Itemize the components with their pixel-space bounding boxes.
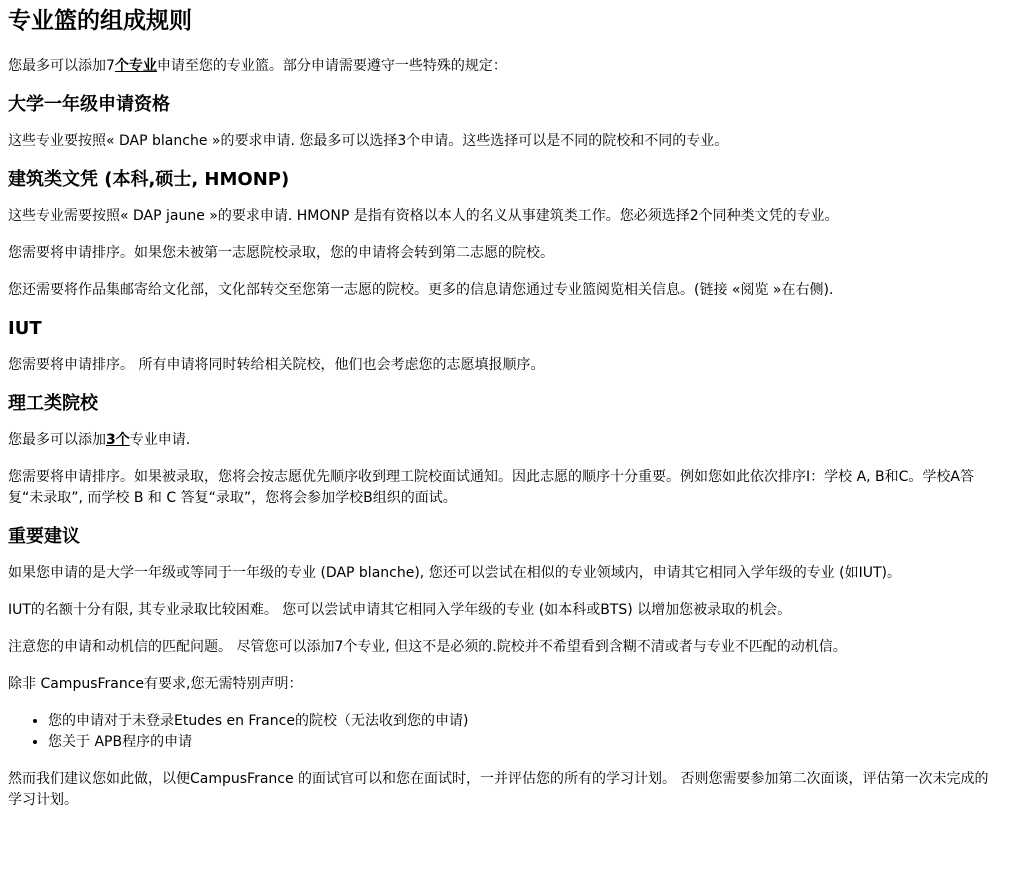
intro-text-after: 申请至您的专业篮。部分申请需要遵守一些特殊的规定： (156, 58, 507, 74)
section-heading-architecture: 建筑类文凭 (本科,硕士, HMONP) (8, 169, 290, 190)
intro-emphasis: 个专业 (114, 58, 157, 74)
advice-paragraph-3: 注意您的申请和动机信的匹配问题。 尽管您可以添加7个专业, 但这不是必须的.院校并不希望看到含糊不清或者与专业不匹配的动机信。 (8, 639, 847, 655)
intro-paragraph (8, 56, 993, 77)
page-title: 专业篮的组成规则 (8, 8, 192, 34)
engineering-text-before: 您最多可以添加 (8, 432, 106, 448)
engineering-emphasis: 3个 (106, 432, 130, 448)
architecture-paragraph-2: 您需要将申请排序。如果您未被第一志愿院校录取，您的申请将会转到第二志愿的院校。 (8, 245, 554, 261)
advice-paragraph-1: 如果您申请的是大学一年级或等同于一年级的专业 (DAP blanche), 您还可以尝试在相似的专业领域内，申请其它相同入学年级的专业 (如IUT)。 (8, 565, 901, 581)
engineering-paragraph-1 (8, 430, 993, 451)
iut-paragraph: 您需要将申请排序。 所有申请将同时转给相关院校，他们也会考虑您的志愿填报顺序。 (8, 357, 545, 373)
engineering-paragraph-2: 您需要将申请排序。如果被录取，您将会按志愿优先顺序收到理工院校面试通知。因此志愿的顺序十分重要。例如您如此依次排序I：学校 A, B和C。学校A答复“未录取”, 而学校 B 和 C 答复“录取”，您将会参加学校B组织的面试。 (8, 469, 975, 506)
section-heading-advice: 重要建议 (8, 526, 80, 547)
list-item: • 您的申请对于未登录Etudes en France的院校（无法收到您的申请) (48, 711, 993, 732)
advice-paragraph-4: 除非 CampusFrance有要求,您无需特别声明： (8, 676, 303, 692)
section-heading-engineering: 理工类院校 (8, 393, 98, 414)
intro-text-before: 您最多可以添加7 (8, 58, 115, 74)
first-year-paragraph: 这些专业要按照« DAP blanche »的要求申请. 您最多可以选择3个申请。这些选择可以是不同的院校和不同的专业。 (8, 133, 729, 149)
advice-paragraph-2: IUT的名额十分有限, 其专业录取比较困难。 您可以尝试申请其它相同入学年级的专业 (如本科或BTS) 以增加您被录取的机会。 (8, 602, 792, 618)
advice-paragraph-5: 然而我们建议您如此做，以便CampusFrance 的面试官可以和您在面试时，一并评估您的所有的学习计划。 否则您需要参加第二次面谈，评估第一次未完成的学习计划。 (8, 771, 989, 808)
architecture-paragraph-1: 这些专业需要按照« DAP jaune »的要求申请. HMONP 是指有资格以本人的名义从事建筑类工作。您必须选择2个同种类文凭的专业。 (8, 208, 839, 224)
section-heading-first-year: 大学一年级申请资格 (8, 94, 170, 115)
engineering-text-after: 专业申请. (129, 432, 191, 448)
section-heading-iut: IUT (8, 318, 42, 339)
architecture-paragraph-3: 您还需要将作品集邮寄给文化部，文化部转交至您第一志愿的院校。更多的信息请您通过专业篮阅览相关信息。(链接 «阅览 »在右侧). (8, 282, 834, 298)
advice-bullet-list (8, 711, 993, 753)
list-item: • 您关于 APB程序的申请 (48, 732, 993, 753)
